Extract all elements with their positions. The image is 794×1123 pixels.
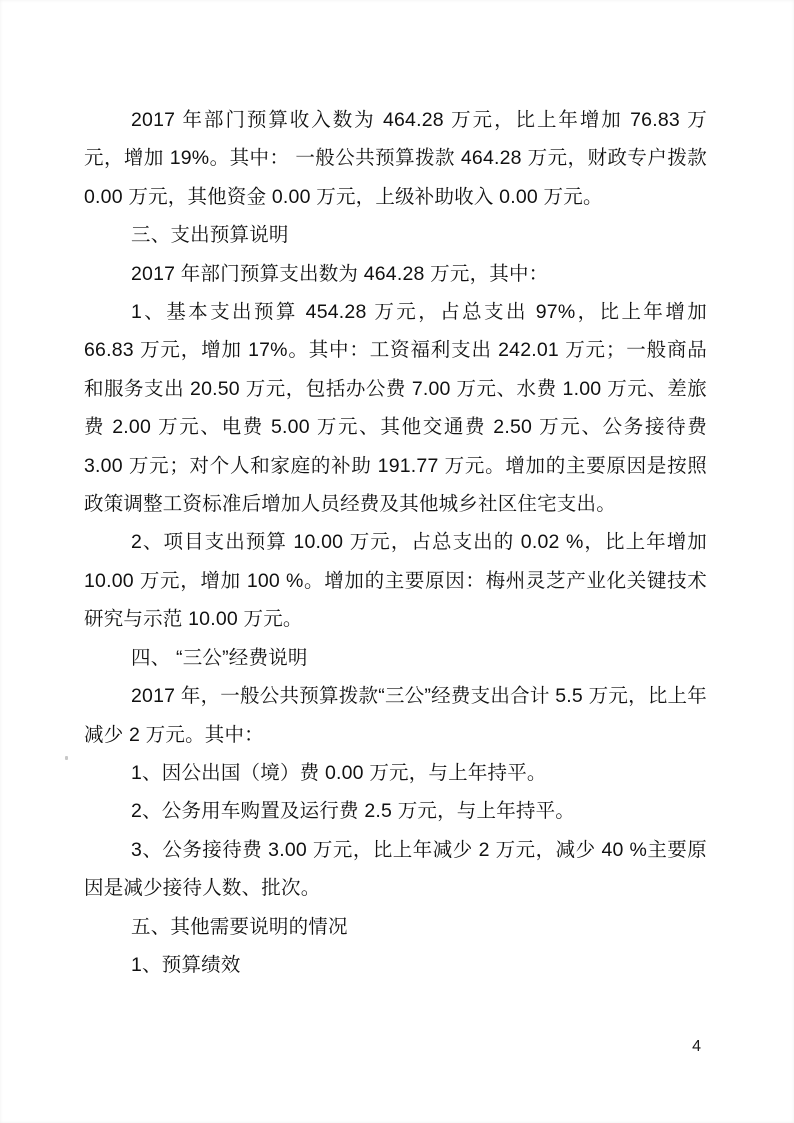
page-number: 4 — [692, 1038, 701, 1055]
heading-section-4-three-public: 四、 “三公”经费说明 — [131, 646, 308, 669]
paragraph-three-public-summary: 2017 年，一般公共预算拨款“三公”经费支出合计 5.5 万元，比上年减少 2 万元。其中： — [84, 685, 707, 746]
paragraph-official-reception-expense: 3、公务接待费 3.00 万元，比上年减少 2 万元，减少 40 %主要原因是减少接待人数、批次。 — [84, 838, 707, 900]
paragraph-project-expenditure: 2、项目支出预算 10.00 万元，占总支出的 0.02 %，比上年增加 10.00 万元，增加 100 %。增加的主要原因：梅州灵芝产业化关键技术研究与示范 10.00 万元。 — [84, 531, 707, 631]
paragraph-budget-performance: 1、预算绩效 — [131, 953, 241, 976]
scan-speck-artifact — [65, 756, 68, 760]
paragraph-expenditure-total: 2017 年部门预算支出数为 464.28 万元，其中： — [131, 262, 549, 285]
paragraph-income-summary: 2017 年部门预算收入数为 464.28 万元，比上年增加 76.83 万元，增加 19%。其中： 一般公共预算拨款 464.28 万元，财政专户拨款 0.00 万元，其他资金 0.00 万元，上级补助收入 0.00 万元。 — [84, 109, 707, 208]
paragraph-overseas-trip-expense: 1、因公出国（境）费 0.00 万元，与上年持平。 — [131, 761, 547, 784]
paragraph-official-vehicle-expense: 2、公务用车购置及运行费 2.5 万元，与上年持平。 — [131, 800, 575, 823]
heading-section-5-other-notes: 五、其他需要说明的情况 — [131, 915, 348, 938]
paragraph-basic-expenditure: 1、基本支出预算 454.28 万元，占总支出 97%，比上年增加 66.83 万元，增加 17%。其中：工资福利支出 242.01 万元；一般商品和服务支出 20.50 万元，包括办公费 7.00 万元、水费 1.00 万元、差旅费 2.00 万元、电费 5.00 万元、其他交通费 2.50 万元、公务接待费 3.00 万元；对个人和家庭的补助 191.77 万元。增加的主要原因是按照政策调整工资标准后增加人员经费及其他城乡社区住宅支出。 — [84, 301, 707, 516]
document-body — [84, 101, 707, 984]
heading-section-3-expenditure: 三、支出预算说明 — [131, 224, 289, 247]
